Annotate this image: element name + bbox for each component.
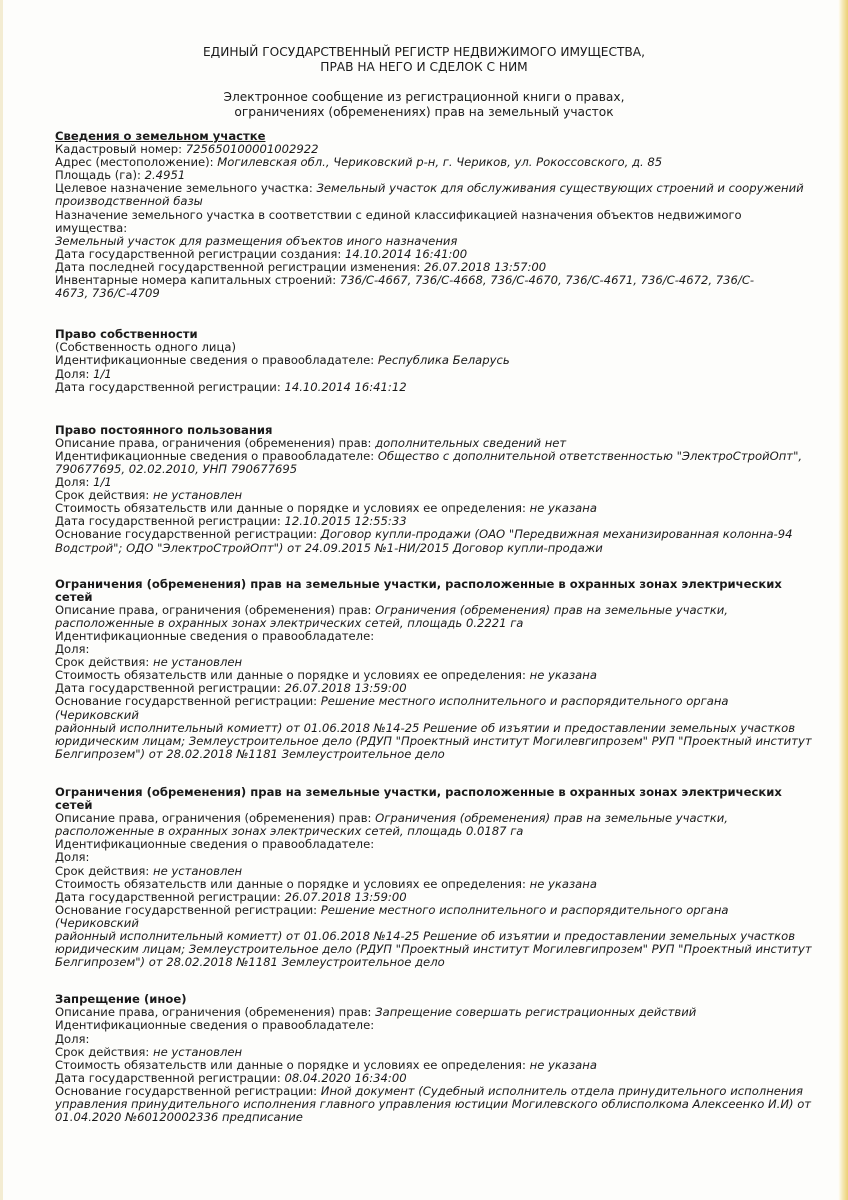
field-label: Идентификационные сведения о правообладателе:	[55, 448, 375, 463]
field-label: Целевое назначение земельного участка:	[55, 181, 313, 196]
section-prohibition	[55, 993, 815, 1124]
field-value: не указана	[529, 501, 597, 516]
field-value: Республика Беларусь	[377, 353, 510, 368]
registration-basis-cont-1: районный исполнительный комиетт) от 01.06.2018 №14-25 Решение об изъятии и предоставлении земельных участков	[55, 928, 796, 943]
registration-basis	[55, 904, 815, 930]
field-value: не указана	[529, 668, 597, 683]
field-value: 2.4951	[144, 168, 186, 183]
field-value: не установлен	[152, 488, 243, 503]
field-label: Стоимость обязательств или данные о порядке и условиях ее определения:	[55, 876, 526, 891]
field-label: Дата государственной регистрации:	[55, 889, 281, 904]
holder-cont: 790677695, 02.02.2010, УНП 790677695	[55, 461, 298, 476]
subtitle-line-1: Электронное сообщение из регистрационной книги о правах,	[223, 90, 625, 104]
section-heading-cont: сетей	[55, 798, 93, 813]
field-value: не установлен	[152, 1044, 243, 1059]
classification-value: Земельный участок для размещения объектов иного назначения	[55, 233, 458, 248]
field-value: 26.07.2018 13:59:00	[284, 889, 407, 904]
field-label: Доля:	[55, 366, 90, 381]
share-label: Доля:	[55, 850, 90, 865]
field-label: Основание государственной регистрации:	[55, 694, 318, 709]
title-line-1: ЕДИНЫЙ ГОСУДАРСТВЕННЫЙ РЕГИСТР НЕДВИЖИМОГО ИМУЩЕСТВА,	[202, 45, 646, 59]
share-label: Доля:	[55, 1031, 90, 1046]
field-value: 26.07.2018 13:57:00	[424, 259, 547, 274]
registration-basis	[55, 528, 815, 541]
holder	[55, 450, 815, 463]
field-value: не указана	[529, 1057, 597, 1072]
field-value: не установлен	[152, 863, 243, 878]
field-value: Земельный участок для обслуживания существующих строений и сооружений	[316, 181, 804, 196]
inventory-numbers	[55, 274, 815, 287]
field-label: Описание права, ограничения (обременения) прав:	[55, 602, 372, 617]
field-value: Решение местного исполнительного и распорядительного органа (Чериковский	[55, 902, 729, 930]
field-value: Договор купли-продажи (ОАО "Передвижная механизированная колонна-94	[320, 527, 793, 542]
registration-basis	[55, 695, 815, 721]
field-label: Срок действия:	[55, 655, 150, 670]
field-label: Дата государственной регистрации:	[55, 1070, 281, 1085]
field-value: 26.07.2018 13:59:00	[284, 681, 407, 696]
field-label: Основание государственной регистрации:	[55, 1083, 318, 1098]
right-description-cont: расположенные в охранных зонах электрических сетей, площадь 0.0187 га	[55, 824, 524, 839]
field-value: не установлен	[152, 655, 243, 670]
document-title	[0, 45, 848, 75]
holder-label: Идентификационные сведения о правообладателе:	[55, 837, 375, 852]
field-label: Срок действия:	[55, 863, 150, 878]
field-value: Могилевская обл., Чериковский р-н, г. Чериков, ул. Рокоссовского, д. 85	[217, 155, 663, 170]
field-label: Срок действия:	[55, 1044, 150, 1059]
section-heading-cont: сетей	[55, 589, 93, 604]
title-line-2: ПРАВ НА НЕГО И СДЕЛОК С НИМ	[320, 60, 528, 74]
section-heading: Ограничения (обременения) прав на земельные участки, расположенные в охранных зонах электрических	[55, 576, 782, 591]
field-label: Дата государственной регистрации создания:	[55, 246, 342, 261]
target-purpose-cont: производственной базы	[55, 194, 203, 209]
holder	[55, 354, 815, 367]
field-label: Стоимость обязательств или данные о порядке и условиях ее определения:	[55, 1057, 526, 1072]
registration-basis-cont-1: районный исполнительный комиетт) от 01.06.2018 №14-25 Решение об изъятии и предоставлении земельных участков	[55, 720, 796, 735]
field-label: Дата государственной регистрации:	[55, 514, 281, 529]
registration-basis-cont-2: юридическим лицам; Землеустроительное дело (РДУП "Проектный институт Могилевгипрозем" РУП "Проектный институт	[55, 942, 812, 957]
registration-basis-cont-1: управления принудительного исполнения главного управления юстиции Могилевского облисполкома Алексеенко И.И) от	[55, 1097, 812, 1111]
field-value: 1/1	[93, 366, 112, 381]
registration-basis-cont-3: Белгипрозем") от 28.02.2018 №1181 Землеустроительное дело	[55, 746, 445, 761]
field-value: 12.10.2015 12:55:33	[284, 514, 407, 529]
section-restriction-1	[55, 578, 815, 761]
field-value: 1/1	[93, 475, 112, 490]
right-description	[55, 604, 815, 617]
field-label: Стоимость обязательств или данные о порядке и условиях ее определения:	[55, 668, 526, 683]
field-label: Площадь (га):	[55, 168, 141, 183]
classification-label: Назначение земельного участка в соответствии с единой классификацией назначения объектов недвижимого имущества:	[55, 207, 742, 235]
ownership-note: (Собственность одного лица)	[55, 340, 236, 355]
field-label: Основание государственной регистрации:	[55, 902, 318, 917]
field-value: Общество с дополнительной ответственностью "ЭлектроСтройОпт",	[377, 448, 803, 463]
section-heading: Право постоянного пользования	[55, 422, 273, 437]
registration-basis-cont-2: юридическим лицам; Землеустроительное дело (РДУП "Проектный институт Могилевгипрозем" РУП "Проектный институт	[55, 733, 812, 748]
field-value: 08.04.2020 16:34:00	[284, 1070, 407, 1085]
field-label: Адрес (местоположение):	[55, 155, 214, 170]
section-heading: Запрещение (иное)	[55, 992, 187, 1007]
inventory-numbers-cont: 4673, 736/С-4709	[55, 286, 160, 301]
field-value: Ограничения (обременения) прав на земельные участки,	[375, 602, 728, 617]
section-restriction-2	[55, 786, 815, 969]
field-label: Описание права, ограничения (обременения) прав:	[55, 1005, 372, 1020]
holder-label: Идентификационные сведения о правообладателе:	[55, 1018, 375, 1033]
field-label: Срок действия:	[55, 488, 150, 503]
field-label: Идентификационные сведения о правообладателе:	[55, 353, 375, 368]
field-label: Дата государственной регистрации:	[55, 681, 281, 696]
scan-edge-left	[0, 0, 3, 1200]
section-ownership	[55, 328, 815, 393]
field-value: Иной документ (Судебный исполнитель отдела принудительного исполнения	[320, 1083, 804, 1098]
field-value: дополнительных сведений нет	[375, 435, 567, 450]
document-body	[55, 130, 815, 1124]
field-label: Доля:	[55, 475, 90, 490]
section-permanent-use	[55, 424, 815, 555]
field-value: Запрещение совершать регистрационных действий	[375, 1005, 697, 1020]
field-value: 14.10.2014 16:41:00	[344, 246, 468, 261]
section-heading: Право собственности	[55, 327, 198, 342]
field-value: не указана	[529, 876, 597, 891]
field-label: Основание государственной регистрации:	[55, 527, 318, 542]
registration-basis-cont-3: Белгипрозем") от 28.02.2018 №1181 Землеустроительное дело	[55, 955, 445, 970]
field-value: 14.10.2014 16:41:12	[284, 379, 407, 394]
field-label: Инвентарные номера капитальных строений:	[55, 273, 337, 288]
field-value: Решение местного исполнительного и распорядительного органа (Чериковский	[55, 694, 729, 722]
field-value: 736/С-4667, 736/С-4668, 736/С-4670, 736/С-4671, 736/С-4672, 736/С-	[339, 273, 755, 288]
subtitle-line-2: ограничениях (обременениях) прав на земельный участок	[234, 105, 614, 119]
section-heading: Ограничения (обременения) прав на земельные участки, расположенные в охранных зонах электрических	[55, 784, 782, 799]
field-label: Описание права, ограничения (обременения) прав:	[55, 435, 372, 450]
share-label: Доля:	[55, 642, 90, 657]
field-label: Кадастровый номер:	[55, 142, 183, 157]
field-label: Описание права, ограничения (обременения) прав:	[55, 811, 372, 826]
right-description-cont: расположенные в охранных зонах электрических сетей, площадь 0.2221 га	[55, 615, 524, 630]
field-label: Стоимость обязательств или данные о порядке и условиях ее определения:	[55, 501, 526, 516]
document-subtitle	[0, 90, 848, 120]
holder-label: Идентификационные сведения о правообладателе:	[55, 629, 375, 643]
section-heading: Сведения о земельном участке	[55, 129, 266, 143]
registration-basis-cont: Водстрой"; ОДО "ЭлектроСтройОпт") от 24.09.2015 №1-НИ/2015 Договор купли-продажи	[55, 540, 603, 555]
scan-edge-right	[838, 0, 848, 1200]
registration-basis-cont-2: 01.04.2020 №60120002336 предписание	[55, 1110, 303, 1125]
registration-date	[55, 381, 815, 394]
field-value: 725650100001002922	[185, 142, 319, 157]
field-label: Дата государственной регистрации:	[55, 379, 281, 394]
section-land-plot	[55, 130, 815, 300]
field-label: Дата последней государственной регистрации изменения:	[55, 259, 421, 274]
field-value: Ограничения (обременения) прав на земельные участки,	[375, 811, 728, 826]
